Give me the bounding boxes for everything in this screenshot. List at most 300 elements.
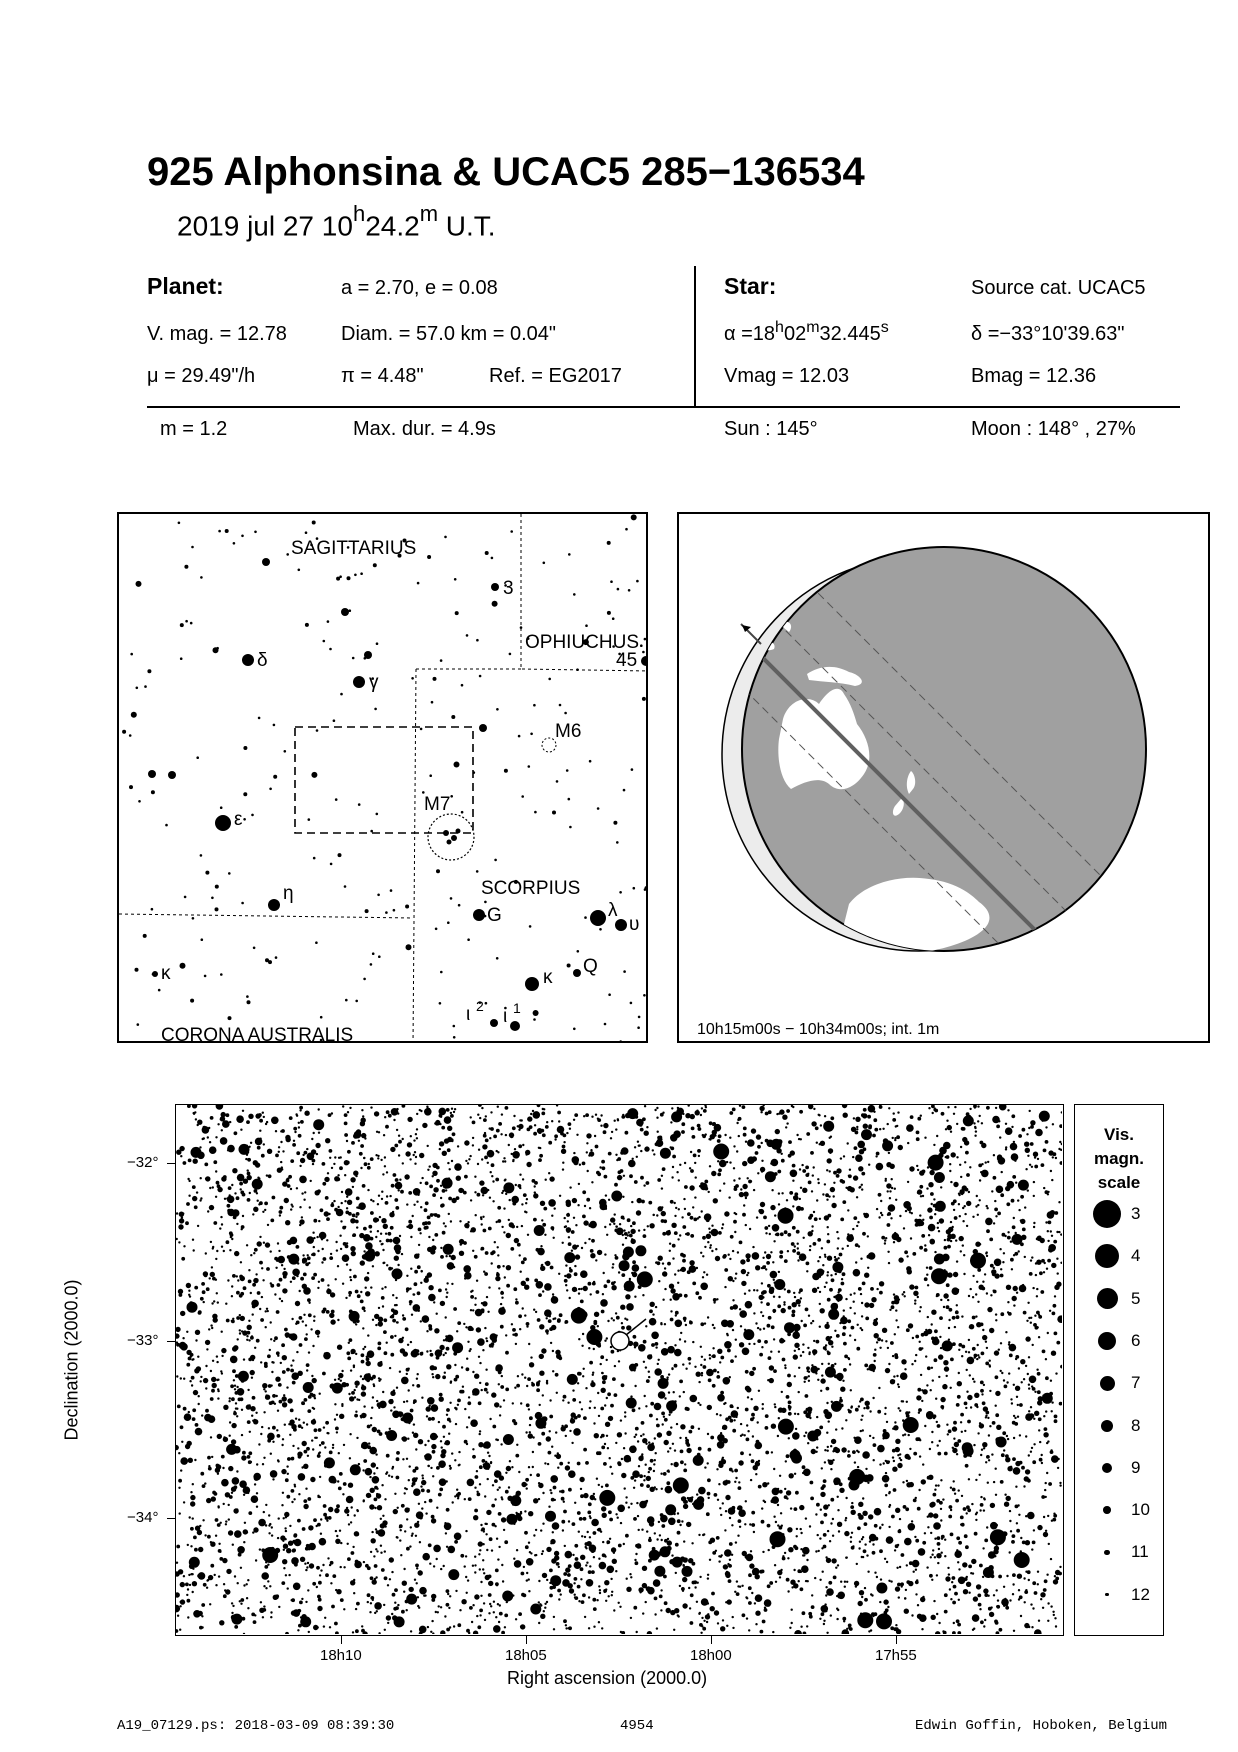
field-star (304, 1191, 306, 1193)
finder-background-star (370, 830, 373, 833)
finder-background-star (354, 574, 357, 577)
field-star (401, 1504, 405, 1508)
field-star (641, 1421, 645, 1425)
field-star (390, 1409, 392, 1411)
field-star (520, 1402, 522, 1404)
field-star (746, 1258, 750, 1262)
field-star (939, 1218, 944, 1223)
field-star (989, 1328, 994, 1333)
field-star (384, 1525, 386, 1527)
field-star (543, 1108, 545, 1110)
field-star (1018, 1134, 1022, 1138)
label-g: G (487, 905, 502, 926)
field-star (546, 1121, 548, 1123)
field-star (419, 1153, 424, 1158)
field-star (843, 1326, 847, 1330)
field-star (764, 1340, 768, 1344)
field-star (272, 1426, 276, 1430)
field-star (700, 1114, 702, 1116)
field-star (654, 1437, 656, 1439)
field-star (953, 1622, 955, 1624)
field-star (772, 1224, 780, 1232)
field-star (840, 1218, 844, 1222)
finder-background-star (190, 622, 193, 625)
star-unlabeled (479, 724, 487, 732)
field-star (485, 1533, 487, 1535)
field-star (587, 1170, 589, 1172)
field-star (359, 1152, 363, 1156)
field-star (308, 1302, 310, 1304)
field-star (915, 1286, 919, 1290)
field-star (679, 1338, 681, 1340)
field-star (1025, 1336, 1030, 1341)
field-star (1048, 1247, 1053, 1252)
finder-background-star (243, 818, 246, 821)
field-star (960, 1523, 962, 1525)
finder-background-star (305, 531, 308, 534)
field-star (289, 1525, 291, 1527)
field-star (980, 1496, 982, 1498)
field-star (729, 1542, 733, 1546)
field-star (574, 1594, 576, 1596)
field-star (996, 1125, 1000, 1129)
field-star (362, 1306, 366, 1310)
field-star (406, 1458, 408, 1460)
field-star (317, 1606, 322, 1611)
field-star (320, 1569, 322, 1571)
finder-background-star (370, 963, 373, 966)
field-star (1047, 1259, 1051, 1263)
field-star (492, 1200, 494, 1202)
field-star (439, 1488, 443, 1492)
finder-background-star (192, 917, 195, 920)
label-sagittarius: SAGITTARIUS (291, 538, 417, 559)
field-star (200, 1380, 202, 1382)
field-star (887, 1606, 889, 1608)
field-star (605, 1194, 607, 1196)
field-star (1011, 1114, 1015, 1118)
field-star (375, 1548, 377, 1550)
field-star (704, 1246, 706, 1248)
field-star (390, 1335, 394, 1339)
field-star (732, 1616, 734, 1618)
label-ophiuchus: OPHIUCHUS (525, 632, 640, 653)
field-star (410, 1268, 412, 1270)
field-star (432, 1193, 436, 1197)
field-star (569, 1297, 571, 1299)
field-star (396, 1536, 398, 1538)
field-star (585, 1113, 589, 1117)
field-star (354, 1561, 362, 1569)
field-star (335, 1539, 340, 1544)
field-star (566, 1132, 568, 1134)
field-star (649, 1223, 654, 1228)
field-star (893, 1293, 895, 1295)
field-star (326, 1310, 330, 1314)
field-star (626, 1578, 628, 1580)
field-star (629, 1573, 631, 1575)
field-star (190, 1545, 192, 1547)
field-star (207, 1456, 211, 1460)
field-star (394, 1335, 396, 1337)
field-star (624, 1318, 626, 1320)
field-star (536, 1388, 540, 1392)
field-star (607, 1566, 615, 1574)
field-star (608, 1416, 613, 1421)
field-star (235, 1391, 239, 1395)
field-star (827, 1446, 829, 1448)
field-star (840, 1581, 842, 1583)
field-star (681, 1216, 683, 1218)
field-star (519, 1119, 521, 1121)
field-star (383, 1224, 388, 1229)
field-star (929, 1266, 933, 1270)
star-source: Source cat. UCAC5 (971, 277, 1146, 299)
field-star (679, 1585, 681, 1587)
field-star (903, 1291, 905, 1293)
field-star (306, 1447, 310, 1451)
finder-background-star (247, 1000, 251, 1004)
field-star (865, 1468, 867, 1470)
field-star (857, 1221, 859, 1223)
field-star (189, 1380, 191, 1382)
field-star (799, 1505, 804, 1510)
field-star (185, 1415, 187, 1417)
field-star (457, 1321, 461, 1325)
field-star (739, 1586, 741, 1588)
field-star (986, 1455, 990, 1459)
field-star (717, 1139, 721, 1143)
field-star (590, 1382, 595, 1387)
field-star (1053, 1614, 1055, 1616)
field-star (278, 1517, 280, 1519)
field-star (604, 1580, 609, 1585)
field-star (692, 1562, 696, 1566)
field-star (455, 1423, 457, 1425)
field-star (256, 1506, 258, 1508)
field-star (479, 1117, 481, 1119)
field-star (658, 1359, 660, 1361)
field-star (491, 1262, 493, 1264)
cluster-m7-symbol (428, 814, 474, 860)
field-star (977, 1214, 979, 1216)
star-unlabeled (148, 770, 156, 778)
field-star (698, 1534, 700, 1536)
field-star (304, 1398, 308, 1402)
field-star (194, 1548, 198, 1552)
field-star (1019, 1403, 1023, 1407)
field-star (582, 1190, 586, 1194)
field-star (632, 1408, 636, 1412)
field-star (819, 1276, 821, 1278)
field-star (1027, 1373, 1029, 1375)
field-star (681, 1520, 683, 1522)
field-star (837, 1609, 839, 1611)
field-star (290, 1159, 294, 1163)
field-star (947, 1272, 952, 1277)
field-star (861, 1315, 863, 1317)
field-star (900, 1372, 908, 1380)
field-star (397, 1264, 399, 1266)
field-star (386, 1264, 388, 1266)
field-star (229, 1397, 231, 1399)
field-star (1034, 1165, 1038, 1169)
field-star (307, 1409, 311, 1413)
field-star (749, 1563, 754, 1568)
field-star (293, 1428, 297, 1432)
field-star (615, 1442, 617, 1444)
field-star (826, 1387, 830, 1391)
field-star (1059, 1402, 1062, 1406)
field-star (1005, 1331, 1007, 1333)
field-star (548, 1172, 550, 1174)
field-star (215, 1535, 217, 1537)
field-star (563, 1572, 567, 1576)
field-star (673, 1513, 675, 1515)
field-star (233, 1345, 238, 1350)
field-star (592, 1372, 594, 1374)
field-star (586, 1151, 588, 1153)
field-star (253, 1620, 257, 1624)
field-star (347, 1557, 351, 1561)
field-star (185, 1221, 189, 1225)
field-star (496, 1584, 498, 1586)
field-star (527, 1116, 532, 1121)
finder-background-star (436, 869, 440, 873)
field-star (917, 1117, 921, 1121)
field-star (842, 1629, 850, 1634)
field-star (751, 1398, 753, 1400)
finder-background-star (311, 772, 317, 778)
field-star (802, 1169, 806, 1173)
field-star (485, 1251, 489, 1255)
field-star (788, 1426, 790, 1428)
field-star (206, 1348, 208, 1350)
field-star (303, 1422, 305, 1424)
field-star (961, 1431, 963, 1433)
field-star (730, 1235, 734, 1239)
field-star (975, 1513, 977, 1515)
field-star (956, 1156, 958, 1158)
field-star (347, 1150, 351, 1154)
field-star (482, 1459, 486, 1463)
field-star (992, 1116, 1000, 1124)
field-star (949, 1163, 951, 1165)
field-star (1007, 1438, 1009, 1440)
field-star (617, 1119, 619, 1121)
finder-background-star (352, 657, 355, 660)
field-star (948, 1429, 952, 1433)
field-star (617, 1517, 619, 1519)
field-star (203, 1378, 208, 1383)
field-star (742, 1613, 746, 1617)
field-star (1047, 1332, 1049, 1334)
field-star (190, 1495, 195, 1500)
field-star (370, 1551, 372, 1553)
field-star (1020, 1537, 1022, 1539)
globe-panel (677, 512, 1210, 1043)
field-star (984, 1498, 986, 1500)
field-star (588, 1154, 590, 1156)
field-star (526, 1403, 530, 1407)
field-star (651, 1343, 655, 1347)
field-star (926, 1384, 928, 1386)
field-star (265, 1587, 267, 1589)
field-star (421, 1507, 423, 1509)
field-star (196, 1191, 198, 1193)
field-star (281, 1264, 283, 1266)
field-star (625, 1294, 630, 1299)
field-star (371, 1462, 376, 1467)
field-star (1013, 1437, 1015, 1439)
finder-background-star (644, 888, 647, 891)
field-star (805, 1166, 809, 1170)
field-star (336, 1431, 338, 1433)
field-star (378, 1632, 380, 1634)
field-star (287, 1473, 289, 1475)
field-star (609, 1223, 611, 1225)
field-star (368, 1225, 372, 1229)
field-star (637, 1271, 653, 1287)
field-star (589, 1536, 591, 1538)
field-star (312, 1345, 314, 1347)
field-star (287, 1240, 292, 1245)
field-star (994, 1200, 996, 1202)
field-star (656, 1418, 658, 1420)
field-star (635, 1434, 637, 1436)
field-star (1019, 1285, 1027, 1293)
field-star (703, 1109, 707, 1113)
field-star (1046, 1574, 1048, 1576)
field-star (985, 1218, 993, 1226)
finder-background-star (251, 814, 254, 817)
field-star (230, 1384, 234, 1388)
field-star (200, 1177, 202, 1179)
field-star (1033, 1152, 1038, 1157)
field-star (593, 1626, 595, 1628)
field-star (637, 1515, 639, 1517)
field-star (718, 1560, 720, 1562)
finder-background-star (521, 795, 524, 798)
field-star (547, 1463, 549, 1465)
field-star (647, 1631, 652, 1634)
field-star (888, 1204, 896, 1212)
field-star (764, 1226, 768, 1230)
field-star (198, 1311, 202, 1315)
field-star (681, 1122, 685, 1126)
field-star (1060, 1233, 1062, 1235)
field-star (344, 1133, 348, 1137)
field-star (884, 1558, 886, 1560)
field-star (538, 1442, 542, 1446)
field-star (429, 1350, 431, 1352)
field-star (573, 1152, 575, 1154)
field-star (240, 1567, 242, 1569)
field-star (343, 1444, 345, 1446)
field-star (786, 1109, 790, 1113)
field-star (799, 1198, 801, 1200)
field-star (451, 1108, 453, 1110)
field-star (484, 1495, 486, 1497)
field-star (828, 1420, 830, 1422)
field-star (979, 1285, 984, 1290)
field-star (508, 1219, 510, 1221)
field-star (282, 1355, 287, 1360)
finder-background-star (451, 715, 455, 719)
field-star (1041, 1462, 1043, 1464)
field-star (432, 1450, 436, 1454)
field-star (710, 1606, 715, 1611)
field-star (325, 1196, 329, 1200)
field-star (318, 1220, 320, 1222)
field-star (709, 1121, 713, 1125)
field-star (934, 1556, 936, 1558)
field-star (693, 1455, 704, 1466)
field-star (845, 1419, 847, 1421)
field-star (674, 1273, 676, 1275)
field-star (1060, 1161, 1063, 1165)
field-star (940, 1347, 942, 1349)
field-star (798, 1348, 800, 1350)
field-star (597, 1392, 599, 1394)
field-star (860, 1430, 862, 1432)
field-star (603, 1462, 607, 1466)
field-star (464, 1498, 466, 1500)
label-iota1: ι (503, 1006, 508, 1027)
field-star (884, 1413, 886, 1415)
field-star (979, 1564, 983, 1568)
field-star (200, 1197, 202, 1199)
field-star (767, 1324, 771, 1328)
field-star (204, 1414, 212, 1422)
field-star (1027, 1189, 1029, 1191)
field-star (896, 1125, 898, 1127)
finder-background-star (298, 569, 301, 572)
field-star (888, 1526, 890, 1528)
field-star (901, 1359, 906, 1364)
field-star (591, 1519, 599, 1527)
field-star (888, 1492, 890, 1494)
field-star (377, 1203, 379, 1205)
field-star (812, 1174, 814, 1176)
field-star (1025, 1435, 1027, 1437)
field-star (858, 1547, 860, 1549)
field-star (849, 1363, 851, 1365)
field-star (737, 1505, 742, 1510)
field-star (694, 1366, 696, 1368)
field-star (541, 1348, 546, 1353)
field-star (483, 1229, 487, 1233)
field-star (231, 1320, 233, 1322)
field-star (956, 1444, 958, 1446)
field-star (967, 1420, 971, 1424)
finder-background-star (642, 697, 646, 701)
field-star (493, 1625, 501, 1633)
field-star (677, 1107, 679, 1109)
field-star (864, 1543, 866, 1545)
field-star (742, 1348, 750, 1356)
field-star (632, 1264, 640, 1272)
field-star (229, 1249, 231, 1251)
field-star (690, 1395, 698, 1403)
field-star (979, 1608, 981, 1610)
field-star (1060, 1262, 1062, 1264)
field-star (717, 1394, 725, 1402)
field-star (873, 1443, 877, 1447)
field-star (180, 1425, 184, 1429)
field-star (287, 1457, 291, 1461)
field-star (940, 1479, 942, 1481)
